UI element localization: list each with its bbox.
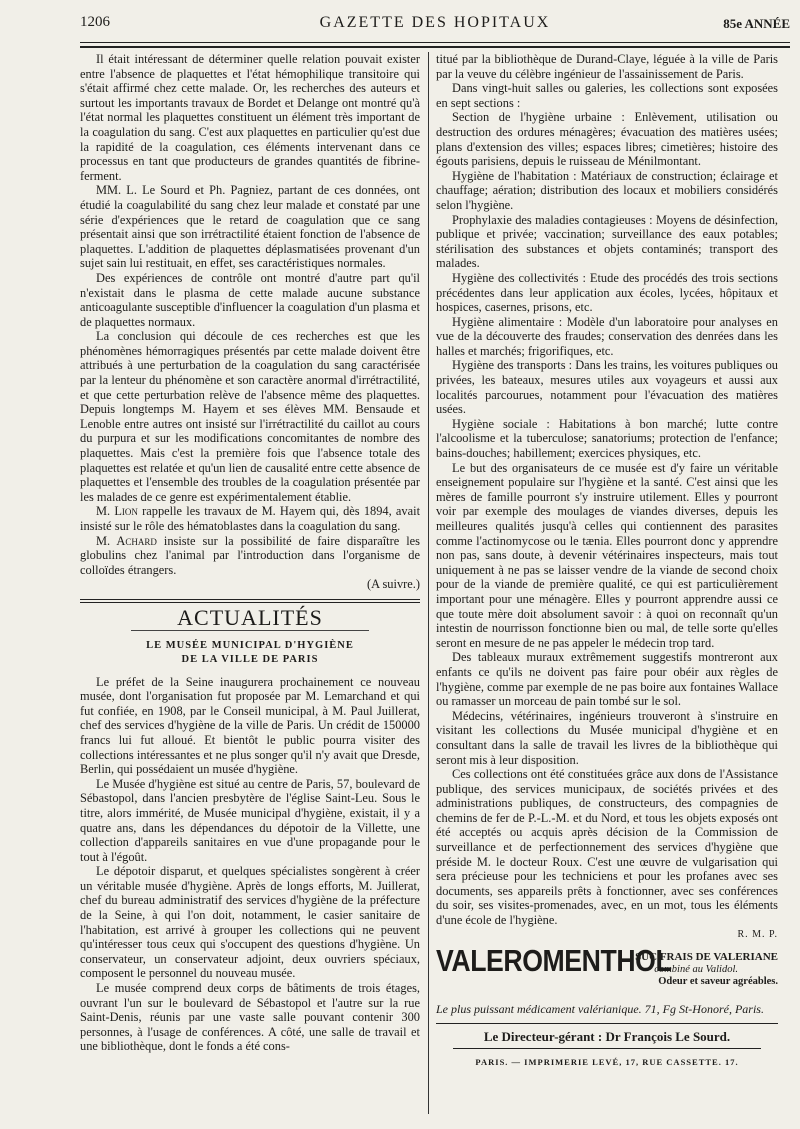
article-title-line-1: LE MUSÉE MUNICIPAL D'HYGIÈNE — [146, 639, 354, 651]
column-divider — [428, 52, 429, 1114]
speaker-text: insiste sur la possibilité de faire disparaître les globulins chez l'animal par l'introduction dans l'organisme de colloïdes étrangers. — [80, 533, 421, 577]
author-signature: R. M. P. — [737, 928, 778, 940]
paragraph: Le but des organisateurs de ce musée est d'y faire un véritable enseignement populaire sur l'hygiène et la santé. C'est ainsi que les mères de famille pourront s'y instruire utilement. Elles y pourront voir par exemple des moulages de viandes diverses, depuis les meilleures qualités jusqu'à celles qui contiennent des parasites comme l'actinomycose ou le tænia. Elles pourront donc y apprendre non pas, sans doute, à devenir vétérinaires inspecteurs, mais tout uniquement à ne pas se laisser vendre de la viande de second choix pour de la viande de première qualité, ce qui est particulièrement important pour une ménagère. Elles y pourront apprendre aussi ce que toute mère doit absolument savoir : à quoi on reconnaît qu'un intestin de nourrisson fonctionne bien ou mal, de telle sorte qu'elles seront en mesure de ne pas appeler le médecin trop tard. — [436, 460, 778, 650]
paragraph: Dans vingt-huit salles ou galeries, les collections sont exposées en sept sections : — [436, 81, 778, 110]
paragraph-achard — [80, 534, 420, 592]
footer-rule-2 — [453, 1048, 761, 1049]
director-manager: Le Directeur-gérant : Dr François Le Sourd. — [483, 1028, 731, 1044]
section-item: Prophylaxie des maladies contagieuses : Moyens de désinfection, publique et privée; vaccination; surveillance des eaux potables; stérilisation des substances et objets contaminés; transport des malades. — [436, 212, 778, 271]
section-divider — [80, 599, 420, 603]
section-title: ACTUALITÉS — [177, 604, 323, 630]
paragraph: Des tableaux muraux extrêmement suggestifs montreront aux enfants ce qu'ils ne doivent pas faire pour obéir aux règles de l'hygiène, comme par exemple de ne pas boire aux fontaines Wallace ou ramasser un morceau de pain tombé sur le sol. — [436, 650, 778, 709]
article-title — [80, 639, 420, 667]
section-item: Hygiène des collectivités : Etude des procédés des trois sections précédentes dans leur application aux écoles, lycées, hôpitaux et hospices, casernes, prisons, etc. — [436, 270, 778, 315]
paragraph: Il était intéressant de déterminer quelle relation pouvait exister entre l'absence de plaquettes et l'état hémophilique transitoire qui s'était affirmé chez cette malade. Or, les recherches des auteurs et surtout les importants travaux de Bordet et Delange ont montré qu'à l'état normal les plaquettes constituent un élément très important de la coagulation du sang. C'est aux plaquettes en particulier qu'est due la rapidité de la coagulation, ces éléments intervenant dans ce processus en tant que producteurs de grandes quantités de fibrine-ferment. — [80, 52, 420, 183]
ad-tagline: Le plus puissant médicament valérianique. 71, Fg St-Honoré, Paris. — [436, 1002, 764, 1017]
left-column — [80, 52, 420, 1054]
advertisement — [436, 943, 778, 1000]
ad-line-1: SUC FRAIS DE VALERIANE — [635, 951, 778, 964]
speaker-name: M. Lion — [96, 504, 138, 519]
paragraph: MM. L. Le Sourd et Ph. Pagniez, partant de ces données, ont étudié la coagulabilité du sang chez leur malade et constaté par une série d'expériences que le retard de coagulation que ce sang présentait ainsi que son irrétractilité étaient fonction de l'absence de plaquettes. L'addition de plaquettes déplasmatisées provenant d'un sujet sain lui restituait, en effet, ses caractéristiques normales. — [80, 183, 420, 271]
page-number: 1206 — [80, 14, 110, 30]
section-item: Hygiène des transports : Dans les trains, les voitures publiques ou privées, les bateaux, mesures utiles aux voyageurs et aussi aux localités parcourues, notamment pour l'évacuation des matières usées. — [436, 358, 778, 417]
article-paragraph: Le musée comprend deux corps de bâtiments de trois étages, ouvrant l'un sur le boulevard de Sébastopol et l'autre sur la rue Saint-Denis, réunis par une vaste salle pouvant contenir 300 personnes, à l'usage de conférences. A côté, une salle de travail et une bibliothèque, dont le fonds a été cons- — [80, 981, 420, 1054]
section-item: Hygiène de l'habitation : Matériaux de construction; éclairage et chauffage; aération; distribution des locaux et mobiliers considérés selon l'hygiène. — [436, 168, 778, 212]
header-rule — [80, 42, 790, 43]
paragraph: Des expériences de contrôle ont montré d'autre part qu'il n'existait dans le plasma de cette malade aucune substance anticoagulante susceptible d'influencer la coagulation d'un plasma et de plaquettes normaux. — [80, 270, 420, 329]
journal-title: GAZETTE DES HOPITAUX — [319, 14, 551, 31]
article-title-line-2: DE LA VILLE DE PARIS — [181, 653, 319, 665]
section-item: Section de l'hygiène urbaine : Enlèvement, utilisation ou destruction des ordures ménagères; évacuation des matières usées; plans d'extension des villes; espaces libres; cimetières; histoire des égouts parisiens, depuis le ruisseau de Ménilmontant. — [436, 110, 778, 169]
paragraph-continued: titué par la bibliothèque de Durand-Claye, léguée à la ville de Paris par la veuve du célèbre ingénieur de l'assainissement de Paris. — [436, 52, 778, 81]
printer-imprint: PARIS. — IMPRIMERIE LEVÉ, 17, RUE CASSETTE. 17. — [475, 1057, 739, 1068]
article-paragraph: Le Musée d'hygiène est situé au centre de Paris, 57, boulevard de Sébastopol, dans l'ancien presbytère de l'église Saint-Leu. Sous le titre, alors immérité, de Musée municipal d'hygiène, existait, il y a quatre ans, dans les dépendances du dépotoir de la Villette, une collection d'appareils sanitaires en vue d'une propagande pour le tout à l'égoût. — [80, 776, 420, 864]
section-item: Hygiène alimentaire : Modèle d'un laboratoire pour analyses en vue de la découverte des fraudes; conservation des denrées dans les halles et marchés; frigorifiques, etc. — [436, 314, 778, 358]
article-paragraph: Le dépotoir disparut, et quelques spécialistes songèrent à créer un véritable musée d'hygiène. Après de longs efforts, M. Juillerat, chef du bureau administratif des services d'hygiène de la préfecture de la Seine, à qui l'on doit, notamment, le casier sanitaire de l'habitation, est arrivé à grouper les collections qui ne peuvent qu'intéresser tous ceux qui s'occupent des questions d'hygiène. Un conservateur, un conservateur adjoint, deux ouvriers spéciaux, composent le personnel du nouveau musée. — [80, 864, 420, 981]
to-be-continued: (A suivre.) — [367, 577, 420, 592]
paragraph: La conclusion qui découle de ces recherches est que les phénomènes hémorragiques présentés par cette malade doivent être attribués à une perturbation de la coagulation du sang caractérisée par la lenteur du phénomène et son caractère anormal d'irrétractilité, et que cette perturbation relève de l'absence même des plaquettes. Depuis longtemps M. Hayem et ses élèves MM. Bensaude et Lenoble entre autres ont insisté sur l'irrétractilité du caillot au cours du purpura et sur les modifications concomitantes de nombre des plaquettes. Mais c'est la première fois que l'absence totale des plaquettes est relatée et qu'un lien de causalité entre cette absence de plaquettes et l'ensemble des troubles de la coagulation présentée par les malades de ce genre est expérimentalement établie. — [80, 329, 420, 504]
speaker-name: M. Achard — [96, 533, 157, 548]
article-paragraph: Le préfet de la Seine inaugurera prochainement ce nouveau musée, dont l'organisation fut proposée par M. Lemarchand et qui fut confiée, en 1908, par le Conseil municipal, à M. Paul Juillerat, chef des services d'hygiène de la ville de Paris. Un crédit de 150000 francs lui fut alloué. Et bientôt le public pourra visiter des collections intéressantes et ne plus songer qu'il n'y avait que Dresde, Berlin, qui possédaient un musée d'hygiène. — [80, 674, 420, 777]
paragraph-lion — [80, 504, 420, 533]
year-label: 85e ANNÉE — [723, 16, 790, 31]
section-item: Hygiène sociale : Habitations à bon marché; lutte contre l'alcoolisme et la tuberculose; sanatoriums; protection de l'enfance; bains-douches; habillement; exercices physiques, etc. — [436, 416, 778, 461]
ad-brand: VALEROMENTHOL — [436, 943, 672, 979]
footer-rule — [436, 1023, 778, 1024]
page-header — [80, 14, 790, 40]
right-column — [436, 52, 778, 1070]
paragraph: Médecins, vétérinaires, ingénieurs trouveront à s'instruire en visitant les collections du Musée municipal d'hygiène et en consultant dans la salle de travail les livres de la bibliothèque qui seront mis à leur disposition. — [436, 708, 778, 767]
ad-line-2: combiné au Validol. — [654, 964, 738, 976]
ad-line-3: Odeur et saveur agréables. — [658, 976, 778, 988]
paragraph: Ces collections ont été constituées grâce aux dons de l'Assistance publique, des services municipaux, de sociétés privées et des administrations publiques, de constructeurs, des compagnies de chemins de fer de P.-L.-M. et du Nord, et tous les objets exposés ont été acceptés ou acquis après décision de la Commission de surveillance et de perfectionnement des services d'hygiène que préside M. le docteur Roux. C'est une œuvre de vulgarisation qui sera précieuse pour les techniciens et pour les profanes avec ses documents, ses appareils prêts à fonctionner, avec ses conférences du soir, ses visites-promenades, avec, en un mot, tous les éléments d'une école de l'hygiène. — [436, 767, 778, 928]
header-rule-thick — [80, 46, 790, 48]
speaker-text: rappelle les travaux de M. Hayem qui, dès 1894, avait insisté sur le rôle des hématoblastes dans la coagulation du sang. — [80, 504, 421, 533]
